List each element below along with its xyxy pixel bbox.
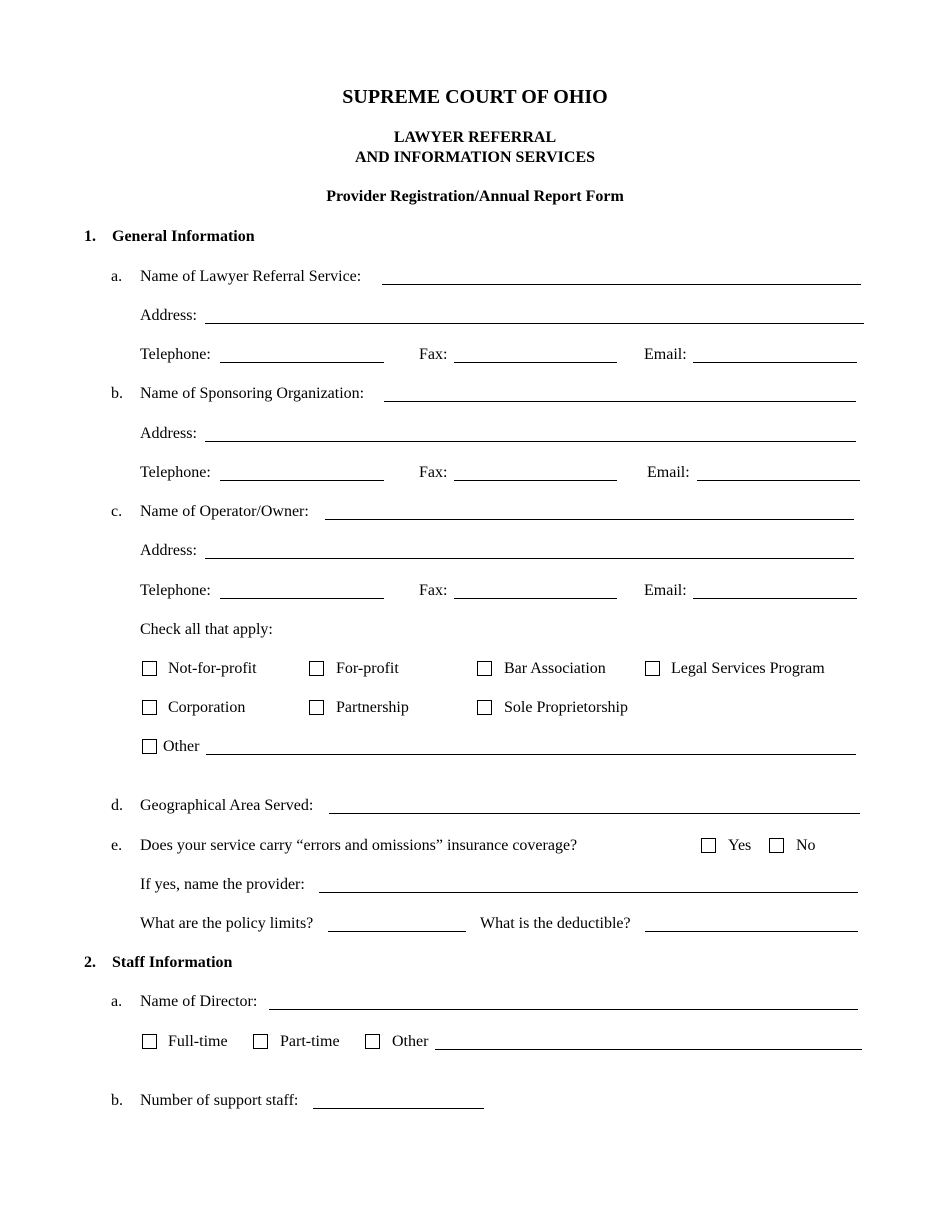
insurance-question: Does your service carry “errors and omissions” insurance coverage? bbox=[140, 837, 578, 854]
section1-number: 1. bbox=[84, 228, 96, 245]
for-profit-checkbox[interactable] bbox=[309, 661, 324, 676]
geographical-area-label: Geographical Area Served: bbox=[140, 797, 314, 814]
part-time-label: Part-time bbox=[280, 1033, 340, 1050]
check-all-label: Check all that apply: bbox=[140, 621, 273, 638]
item-letter-1a: a. bbox=[111, 268, 123, 285]
section1-title: General Information bbox=[112, 228, 255, 245]
corporation-checkbox[interactable] bbox=[142, 700, 157, 715]
item-letter-1d: d. bbox=[111, 797, 123, 814]
referral-fax-label: Fax: bbox=[419, 346, 448, 363]
other-director-status-label: Other bbox=[392, 1033, 429, 1050]
operator-address-field[interactable] bbox=[205, 558, 854, 559]
sponsoring-email-field[interactable] bbox=[697, 480, 860, 481]
other-director-status-field[interactable] bbox=[435, 1049, 862, 1050]
bar-association-label: Bar Association bbox=[504, 660, 606, 677]
section2-title: Staff Information bbox=[112, 954, 233, 971]
sole-proprietorship-label: Sole Proprietorship bbox=[504, 699, 628, 716]
sponsoring-email-label: Email: bbox=[647, 464, 690, 481]
referral-email-field[interactable] bbox=[693, 362, 857, 363]
support-staff-label: Number of support staff: bbox=[140, 1092, 299, 1109]
referral-address-field[interactable] bbox=[205, 323, 864, 324]
operator-email-field[interactable] bbox=[693, 598, 857, 599]
sponsoring-telephone-label: Telephone: bbox=[140, 464, 211, 481]
section2-number: 2. bbox=[84, 954, 96, 971]
sponsoring-fax-label: Fax: bbox=[419, 464, 448, 481]
referral-service-name-label: Name of Lawyer Referral Service: bbox=[140, 268, 362, 285]
other-org-type-label: Other bbox=[163, 738, 200, 755]
policy-limits-field[interactable] bbox=[328, 931, 466, 932]
insurance-yes-label: Yes bbox=[728, 837, 752, 854]
other-org-type-field[interactable] bbox=[206, 754, 856, 755]
insurance-no-checkbox[interactable] bbox=[769, 838, 784, 853]
legal-services-program-checkbox[interactable] bbox=[645, 661, 660, 676]
operator-address-label: Address: bbox=[140, 542, 197, 559]
for-profit-label: For-profit bbox=[336, 660, 399, 677]
sponsoring-address-label: Address: bbox=[140, 425, 197, 442]
legal-services-program-label: Legal Services Program bbox=[671, 660, 825, 677]
partnership-checkbox[interactable] bbox=[309, 700, 324, 715]
deductible-field[interactable] bbox=[645, 931, 858, 932]
operator-telephone-field[interactable] bbox=[220, 598, 384, 599]
court-title: SUPREME COURT OF OHIO bbox=[342, 86, 608, 108]
sponsoring-address-field[interactable] bbox=[205, 441, 856, 442]
sole-proprietorship-checkbox[interactable] bbox=[477, 700, 492, 715]
part-time-checkbox[interactable] bbox=[253, 1034, 268, 1049]
policy-limits-label: What are the policy limits? bbox=[140, 915, 314, 932]
referral-address-label: Address: bbox=[140, 307, 197, 324]
corporation-label: Corporation bbox=[168, 699, 246, 716]
insurance-provider-field[interactable] bbox=[319, 892, 858, 893]
referral-fax-field[interactable] bbox=[454, 362, 617, 363]
full-time-checkbox[interactable] bbox=[142, 1034, 157, 1049]
sponsoring-telephone-field[interactable] bbox=[220, 480, 384, 481]
insurance-no-label: No bbox=[796, 837, 816, 854]
program-title-line1: LAWYER REFERRAL bbox=[393, 129, 557, 146]
form-title: Provider Registration/Annual Report Form bbox=[326, 188, 624, 205]
referral-service-name-field[interactable] bbox=[382, 284, 861, 285]
not-for-profit-label: Not-for-profit bbox=[168, 660, 257, 677]
sponsoring-org-name-field[interactable] bbox=[384, 401, 856, 402]
bar-association-checkbox[interactable] bbox=[477, 661, 492, 676]
referral-telephone-field[interactable] bbox=[220, 362, 384, 363]
operator-name-label: Name of Operator/Owner: bbox=[140, 503, 309, 520]
other-org-type-checkbox[interactable] bbox=[142, 739, 157, 754]
geographical-area-field[interactable] bbox=[329, 813, 860, 814]
deductible-label: What is the deductible? bbox=[480, 915, 631, 932]
sponsoring-org-name-label: Name of Sponsoring Organization: bbox=[140, 385, 365, 402]
referral-email-label: Email: bbox=[644, 346, 687, 363]
partnership-label: Partnership bbox=[336, 699, 409, 716]
other-director-status-checkbox[interactable] bbox=[365, 1034, 380, 1049]
insurance-provider-label: If yes, name the provider: bbox=[140, 876, 305, 893]
item-letter-2a: a. bbox=[111, 993, 123, 1010]
item-letter-1b: b. bbox=[111, 385, 123, 402]
operator-telephone-label: Telephone: bbox=[140, 582, 211, 599]
operator-fax-field[interactable] bbox=[454, 598, 617, 599]
program-title-line2: AND INFORMATION SERVICES bbox=[354, 149, 596, 166]
operator-email-label: Email: bbox=[644, 582, 687, 599]
full-time-label: Full-time bbox=[168, 1033, 228, 1050]
referral-telephone-label: Telephone: bbox=[140, 346, 211, 363]
item-letter-1e: e. bbox=[111, 837, 123, 854]
item-letter-1c: c. bbox=[111, 503, 123, 520]
sponsoring-fax-field[interactable] bbox=[454, 480, 617, 481]
support-staff-field[interactable] bbox=[313, 1108, 484, 1109]
operator-name-field[interactable] bbox=[325, 519, 854, 520]
director-name-label: Name of Director: bbox=[140, 993, 258, 1010]
director-name-field[interactable] bbox=[269, 1009, 858, 1010]
insurance-yes-checkbox[interactable] bbox=[701, 838, 716, 853]
operator-fax-label: Fax: bbox=[419, 582, 448, 599]
item-letter-2b: b. bbox=[111, 1092, 123, 1109]
not-for-profit-checkbox[interactable] bbox=[142, 661, 157, 676]
